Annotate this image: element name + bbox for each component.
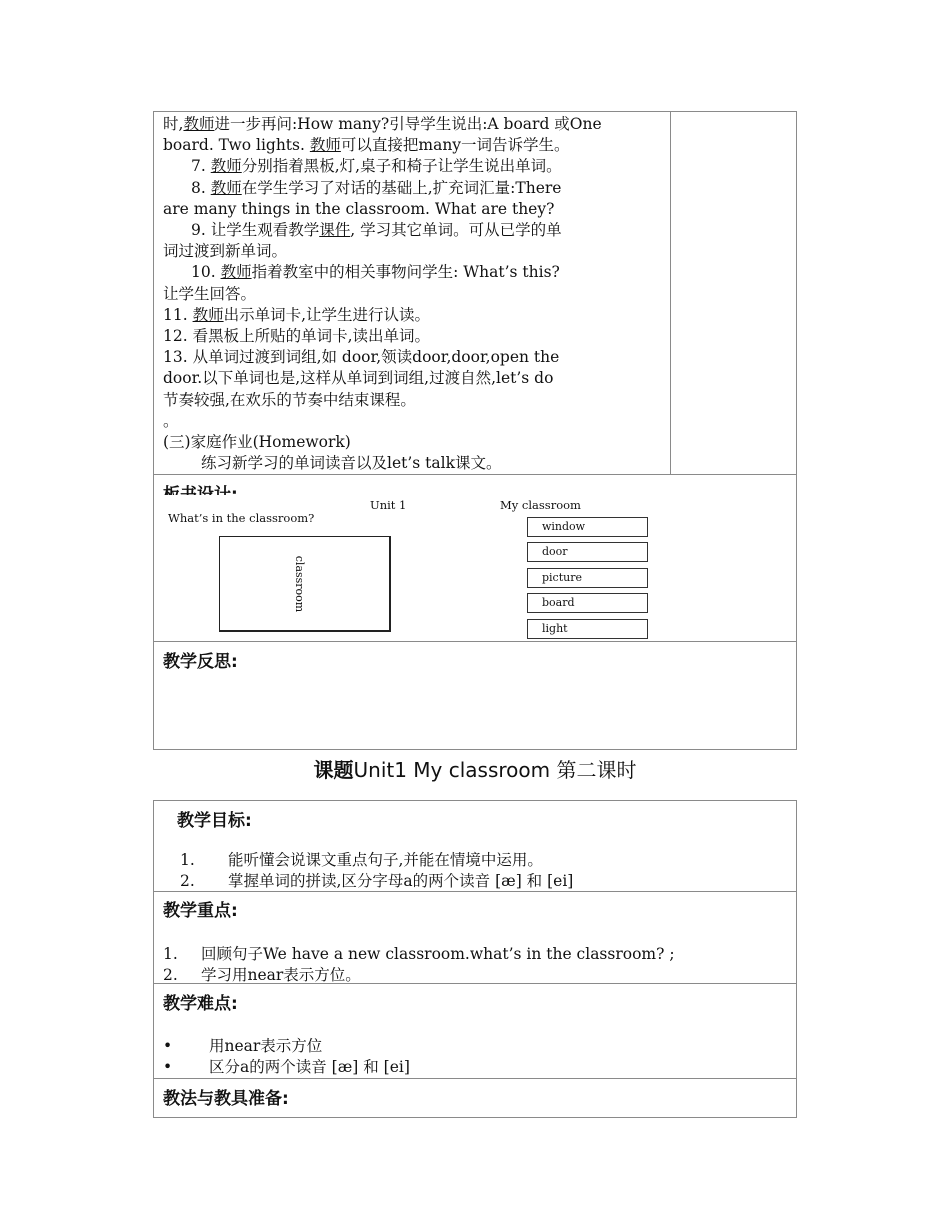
key-points-list <box>163 944 675 986</box>
homework-text: 练习新学习的单词读音以及let’s talk课文。 <box>201 454 502 473</box>
word-card-door: door <box>527 542 648 562</box>
procedure-line: door.以下单词也是,这样从单词到词组,过渡自然,let’s do <box>163 369 554 388</box>
key-points-heading: 教学重点: <box>163 901 238 921</box>
board-unit-label: Unit 1 <box>370 498 407 512</box>
procedure-line: 11. 教师出示单词卡,让学生进行认读。 <box>163 305 431 324</box>
row-divider-reflection <box>153 641 797 642</box>
difficult-points-list <box>163 1036 410 1078</box>
procedure-line: 。 <box>163 411 179 430</box>
word-card-window: window <box>527 517 648 537</box>
procedure-line: 12. 看黑板上所贴的单词卡,读出单词。 <box>163 327 431 346</box>
objective-item: 1. 能听懂会说课文重点句子,并能在情境中运用。 <box>180 851 543 869</box>
difficult-point-item: • 用near表示方位 <box>163 1037 323 1055</box>
procedure-line: 词过渡到新单词。 <box>163 242 288 261</box>
difficult-point-item: • 区分a的两个读音 [æ] 和 [ei] <box>163 1058 410 1077</box>
homework-heading: (三)家庭作业(Homework) <box>163 433 351 452</box>
key-point-item: 1. 回顾句子We have a new classroom.what’s in the classroom? ; <box>163 945 675 963</box>
objectives-list <box>180 850 573 892</box>
procedure-line: 节奏较强,在欢乐的节奏中结束课程。 <box>163 390 416 409</box>
word-card-board: board <box>527 593 648 613</box>
procedure-line: 13. 从单词过渡到词组,如 door,领读door,door,open the <box>163 348 560 367</box>
classroom-rotated-label: classroom <box>293 555 306 613</box>
procedure-line: 让学生回答。 <box>163 284 257 303</box>
procedure-line: 10. 教师指着教室中的相关事物问学生: What’s this? <box>191 263 560 282</box>
procedure-text <box>163 114 668 474</box>
board-question-label: What’s in the classroom? <box>168 511 315 525</box>
lesson-title: 课题Unit1 My classroom 第二课时 <box>313 758 637 782</box>
objective-item: 2. 掌握单词的拼读,区分字母a的两个读音 [æ] 和 [ei] <box>180 872 574 891</box>
reflection-heading: 教学反思: <box>163 652 238 672</box>
word-card-picture: picture <box>527 568 648 588</box>
procedure-line: 时,教师进一步再问:How many?引导学生说出:A board 或One <box>163 115 602 133</box>
procedure-line: 9. 让学生观看教学课件, 学习其它单词。可从已学的单 <box>191 221 562 240</box>
right-column-divider <box>670 111 671 474</box>
method-heading: 教法与教具准备: <box>163 1089 289 1109</box>
procedure-line: are many things in the classroom. What are they? <box>163 199 555 218</box>
procedure-line: 7. 教师分别指着黑板,灯,桌子和椅子让学生说出单词。 <box>191 157 562 176</box>
objectives-heading: 教学目标: <box>177 811 252 831</box>
procedure-line: board. Two lights. 教师可以直接把many一词告诉学生。 <box>163 136 570 155</box>
difficult-points-heading: 教学难点: <box>163 994 238 1014</box>
key-point-item: 2. 学习用near表示方位。 <box>163 966 361 985</box>
board-my-classroom-label: My classroom <box>500 498 581 512</box>
procedure-line: 8. 教师在学生学习了对话的基础上,扩充词汇量:There <box>191 178 562 197</box>
word-card-light: light <box>527 619 648 639</box>
